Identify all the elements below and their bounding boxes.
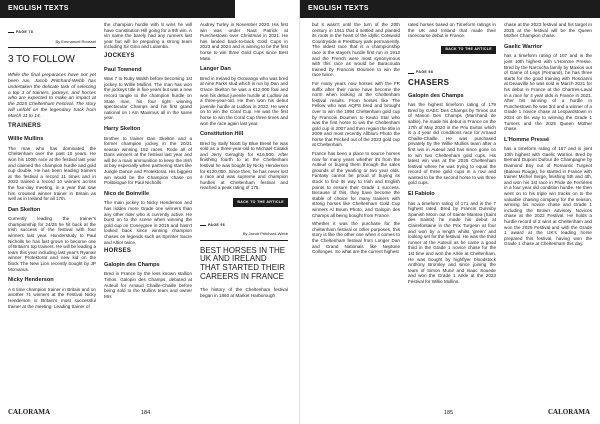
subheading-harry-skelton: Harry Skelton xyxy=(104,125,141,132)
paragraph: For many years now horses with the FR suffix after their name have become the norm when looking at the Cheltenham festival results. From horses like The Fellow who was AQPS bred and brought over to win the 1994 Cheltenham gold cup by Francois Doumen to Kauto Star who was the first horse to win the Cheltenham gold cup in 2007 and then regain the title in 2009 and most recently Allblum Photo the horse that Pricked out of the 2023 gold cup at Cheltenham. xyxy=(312,80,400,148)
page-tag xyxy=(200,223,288,229)
paragraph: Brother to trainer Dan Skelton and a former champion jockey in the 20/21 season winning 152 races. Rode all of Dans winners at the festival last year and will be a main ammunition to keep the Irish at bay especially when partnering stars like Jungle Dance and Protektorat. His biggest win would be the Champion chase on Politologue for Paul Nicholls. xyxy=(104,135,192,186)
right-column-1 xyxy=(312,22,400,400)
paragraph: The main jockey to Nicky Henderson and has ridden more Grade one winners than any other rider who is currently active. He burst on to the scene when winning the gold cup on Coneygree in 2015 and hasn't looked back since winning champion chases on legends such as Sprinter Sacre and Altior twice. xyxy=(104,200,192,245)
byline: By Emmanuel Roussel xyxy=(55,38,96,44)
page-number: 185 xyxy=(444,410,454,416)
paragraph: the champion hurdle with 8 wins he will have Constitution Hill going for a 9th win. A vin same the barely had any runners last year but will be preparing a strong team including Sir Gino and Lulamba. xyxy=(104,22,192,50)
section-heading-trainers: TRAINERS xyxy=(8,122,42,129)
page-tag-label: PAGE 96 xyxy=(208,222,226,227)
page-tag xyxy=(8,30,96,36)
section-header-left: ENGLISH TEXTS xyxy=(0,0,235,18)
section-heading-jockeys: JOCKEYS xyxy=(104,52,135,59)
paragraph: The man who has dominated the Cheltenham over the past 10 years. He won his 100th race at the festival last year and claimed the champion hurdle and gold cup double. He has been leading trainers at the festival a record 11 times and in 2022 trained a record 10 winners across the four-day meeting, in a year that saw him crowned winner trainer in Britain as well as in Ireland for all 17th. xyxy=(8,145,96,202)
subheading-galopin-des-champs: Galopin des Champs xyxy=(104,261,160,268)
paragraph: chase at the 2023 festival and his target in 2025 at the festival will be the Queen Mother Champion chase. xyxy=(504,22,592,39)
back-to-article-button[interactable]: BACK TO THE ARTICLE xyxy=(233,198,288,207)
subheading-langer-dan: Langer Dan xyxy=(200,66,231,73)
paragraph: Currently leading the trainer's championship for 24/25 he hit back at the Irish success of the festival with four winners last year. Hunderstudy to Paul Nicholls he has fast grown to become one of Britain's top trainers. He will be leading a team this year including last year's Ryanair winner Protektorat and new kid on the block The New Lion recently bought by JP Mcmanus. xyxy=(8,216,96,272)
paragraph: France has been a place to source horses now for many years whether it's from the Auteuil or buying them through the sales grounds of the yearling or two year olds. Fantasy cannot be proud of buying its stock to find its way to Irish and English points to ensure their Grade 1 success. Because of this, they have become the stable of choice for many trainers with strong horses like Cheltenham Gold Cup winners Al Boum Photo, and Galopin des Champs all being bought from France. xyxy=(312,151,400,218)
subheading-nicky-henderson: Nicky Henderson xyxy=(8,277,54,284)
subheading-el-fabiolo: El Fabiolo xyxy=(408,191,435,198)
paragraph: but it wasn't until the turn of the 20th century in 1911 that it settled and planted its roots in the heart of the idyllic Cotswold Countryside in Prestbury park permanently. The oldest race that is a championship race is the stayers hurdle first run in 1912 and the French were most synonymous with this race as would be Baracouda trained by Francois Doumen to win the race twice. xyxy=(312,22,400,78)
divider xyxy=(200,240,288,241)
subheading-willie-mullins: Willie Mullins xyxy=(8,136,44,143)
magazine-logo: CALORAMA xyxy=(548,408,590,416)
divider xyxy=(8,47,96,48)
paragraph: Bred by Sally Noott by Blue Bresil he was sold as a three-year-old to Michael Cataldi and Jerry Geraghty for €16,500. After finishing fourth to at the Cheltenham festival he was bought by Nicky Henderson for €120,000. Since then, he has never lost a race and was supreme and champion hurdles at Cheltenham festival and reached a peak rating of 175. xyxy=(200,140,288,191)
left-column-3 xyxy=(200,22,288,400)
right-column-2 xyxy=(408,22,496,400)
section-heading-chasers: CHASERS xyxy=(408,77,450,87)
paragraph: Bred in Ireland by Ocovango who was bred at Aine Parks stud which is run by Dan and Grace Skelton he was a €12,000 foal and won his debut juvenile hurdle at Ludlow as a three-year-old. He then won his debut juvenile hurdle at Ludlow in 2022. He went on to win the Coral Cup. He was the first horse to win the Coral Cup three times and won the race again last year. xyxy=(200,75,288,126)
tag-rule xyxy=(8,32,14,33)
section-header-right: ENGLISH TEXTS xyxy=(300,0,600,18)
paragraph: Was 7 to Ruby Walsh before becoming 1st jockey to Willie Mullins. The man has won the jockeys title in five years but was a new record tangle to the champion hurdle on State man, his four right winning spectacular Champs and his first grand national on I Am Maximus all in the same year. xyxy=(104,76,192,121)
article-headline: BEST HORSES IN THE UK AND IRELAND THAT STARTED THEIR CAREERS IN FRANCE xyxy=(200,245,286,281)
byline: By Jacob Pritchard-Webb xyxy=(242,231,288,237)
subheading-nico-de-boinville: Nico de Boinville xyxy=(104,190,150,197)
page-number: 184 xyxy=(141,410,151,416)
tag-rule xyxy=(408,73,414,74)
back-to-article-button[interactable]: BACK TO THE ARTICLE xyxy=(441,46,496,55)
article-intro: While the final preparaces have not yet been run, Jacob Pritchard-Webb has undertaken the delicate task of selecting a top 3 of trainers, jockeys, and horses who are expected to make an impact at the 2025 Cheltenham Festival. The story will unfold on the legendary track from March 11 to 14. xyxy=(8,73,96,119)
magazine-logo: CALORAMA xyxy=(8,408,50,416)
paragraph: has the highest timeform rating of 179 Bred by GAEC Des Champs by Timos out of Manon Des Champs (Marchand de sable), he made his debut in France on the 17th of May 2020 in the Prix Evitos which is a 4 year old conditions race for Arnaud Chaille-Chaille. He was purchased privately by the Willie Mullins team after a first win in Auteuil and has since gone on to win two Cheltenham gold cups. His latest win was at the 2025 Cheltenham festival where he was trying to equal the record of three gold cups in a row and wanted to be the second horse to win three gold cups. xyxy=(408,102,496,186)
right-page xyxy=(300,0,600,424)
tag-rule xyxy=(200,225,206,226)
paragraph: Bred in France by the less known stallion Timos. Galopin des Champs, debuted at Auteuil for Arnaud Chaille-Chaille before being sold to the Mullins team and owner Mrs xyxy=(104,271,192,299)
paragraph: has a timeform rating of 171 and is the 7 highest rated. Bred by Francis Dunniby Spanish Moon out of Sainte Mantea (Saint des Saints) he made his debut at Clairefontaine in the Prix Turgeon at four and won by a length whilst 'green' and looking set for the festival. He was the third runner at the Auteuil as he came a good third in the Grade 1 novice chase for the 1st time and won the Arkle at Cheltenham. He was bought by highflyer bloodstock Anthony Bromley and since joining the team of Simon Munir and Isaac Souede and won the Grade 1 Arkle at the 2023 Festival for Willie Mullins. xyxy=(408,200,496,284)
left-column-1 xyxy=(8,22,96,400)
subheading-gaelic-warrior: Gaelic Warrior xyxy=(504,43,543,50)
subheading-galopin-des-champs: Galopin des Champs xyxy=(408,92,464,99)
article-title: 3 TO FOLLOW xyxy=(8,54,75,66)
page-tag xyxy=(408,70,496,76)
paragraph: has a timeform rating of 167 and is the joint 10th highest with L'Homme Presse. Bred by the Narcocha family by Maxios out of Game of Legs (Fernand), he has three starts for the good training with Roscianni at Deauville he was sold in March 2021 for his debut in France at the Chartres-Laval in a race for 4 year olds in France in 2021. After his winning of a hurdle in Punchestown he was 3rd and a winner of a Grade 1 novice chase at Leopardstown in 2024 on his way to winning the Grade 1 Turners and the 2025 Queen Mother chase. xyxy=(504,53,592,132)
subheading-lhomme-presse: L'Homme Pressé xyxy=(504,136,550,143)
left-column-2 xyxy=(104,22,192,400)
paragraph: rated horses based on Timeform ratings in the UK and Ireland that made their racecourse debut in France. xyxy=(408,22,496,39)
paragraph: A 6 time champion trainer in Britain and on another 71 winners at the Festival Nicky Henderson is Britain's most successful trainer at the meeting. Leading trainer of xyxy=(8,286,96,309)
paragraph: Whether it was the purchase for the cheltenham festival or other purposes, this story is like the other one when it comes to the Cheltenham festival from Longer Dan and Grand Nationals like Neptune Collonges. So what are the current highest xyxy=(312,221,400,255)
paragraph: The history of the Cheltenham festival began in 1860 at Market Harborough xyxy=(200,287,288,298)
page-tag-label: PAGE 98 xyxy=(416,70,434,75)
right-column-3 xyxy=(504,22,592,400)
subheading-dan-skelton: Dan Skelton xyxy=(8,206,41,213)
section-heading-horses: HORSES xyxy=(104,248,132,255)
subheading-constitution-hill: Constitution Hill xyxy=(200,131,244,138)
paragraph: has a timeform rating of 167 and is joint 10th highest with Gaelic Warrior. Bred by Bernard Dupont Dufour de Champagne by Diamond Boy out of Romantic Turgeot (Bateau Rouge), he started in France with trainer Michel Serge, finishing 5th and 4th, and won his 1st race in Pride de Ferrières in a four year old condition hurdle. He then went on to his triple win tracks on to the valuable chasing company for the season, winning his novice chase and Grade 1 including the Brown Advisory Novices chase at the 2022 Festival. He holds a hurdle record of 2 wins at Cheltenham and won the 2025 Festival and with the Grade 1 award at the UK's leading horse prepared this festival, having won the Grade 1 chase at Cheltenham this day. xyxy=(504,146,592,247)
subheading-paul-townend: Paul Townend xyxy=(104,66,142,73)
paragraph: Audrey Turley in November 2020. His first win was under Naut Patrick at Punchestown over Christmas in 2021. He has landed back-to-back Gold Cups in 2023 and 2024 and is aiming to be the first horse to win three Gold Cups since Best Mate. xyxy=(200,22,288,61)
page-tag-label: PAGE 78 xyxy=(16,30,34,34)
